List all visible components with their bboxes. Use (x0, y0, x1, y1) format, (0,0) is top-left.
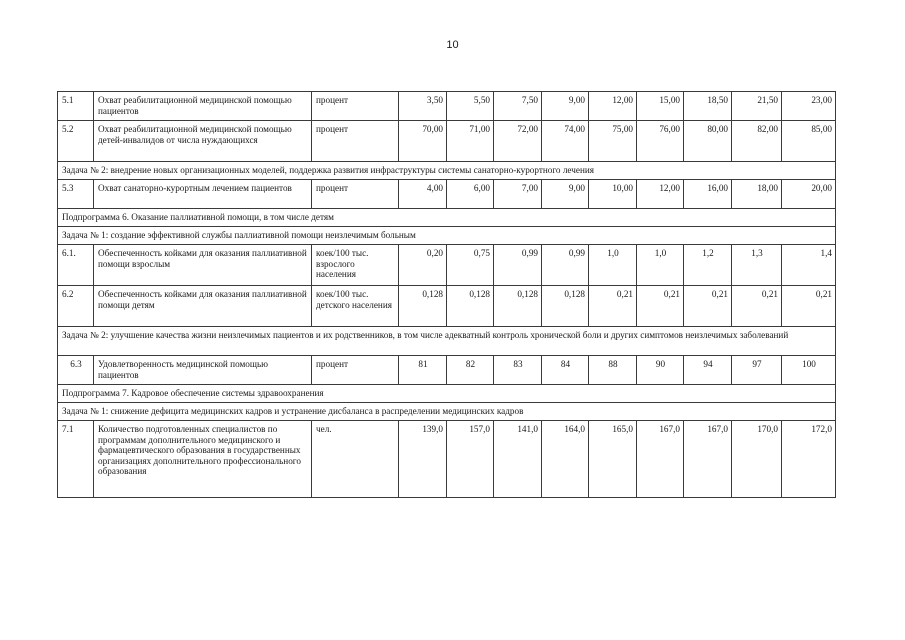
table-row (58, 286, 836, 327)
indicator-value: 139,0 (399, 421, 447, 498)
indicator-value: 0,128 (399, 286, 447, 327)
indicator-code: 5.3 (58, 180, 94, 209)
indicator-name: Обеспеченность койками для оказания паллиативной помощи детям (94, 286, 312, 327)
indicator-value: 172,0 (782, 421, 836, 498)
indicator-value: 165,0 (589, 421, 637, 498)
section-row (58, 162, 836, 180)
indicator-value: 82,00 (732, 121, 782, 162)
indicator-value: 15,00 (637, 92, 684, 121)
indicator-unit: процент (312, 121, 399, 162)
indicator-value: 0,128 (447, 286, 494, 327)
indicator-value: 81 (399, 356, 447, 385)
indicator-unit: коек/100 тыс. детского населения (312, 286, 399, 327)
indicator-value: 10,00 (589, 180, 637, 209)
indicator-value: 85,00 (782, 121, 836, 162)
subprogram-heading: Подпрограмма 7. Кадровое обеспечение системы здравоохранения (58, 385, 836, 403)
section-row (58, 209, 836, 227)
indicator-value: 70,00 (399, 121, 447, 162)
indicator-value: 157,0 (447, 421, 494, 498)
indicator-value: 83 (494, 356, 542, 385)
indicator-value: 74,00 (542, 121, 589, 162)
indicator-code: 5.2 (58, 121, 94, 162)
indicator-value: 0,21 (637, 286, 684, 327)
indicator-value: 72,00 (494, 121, 542, 162)
indicator-value: 0,20 (399, 245, 447, 286)
indicator-value: 0,128 (494, 286, 542, 327)
task-heading: Задача № 1: создание эффективной службы паллиативной помощи неизлечимым больным (58, 227, 836, 245)
indicator-name: Удовлетворенность медицинской помощью пациентов (94, 356, 312, 385)
indicator-unit: процент (312, 356, 399, 385)
indicator-value: 0,21 (782, 286, 836, 327)
table-row (58, 356, 836, 385)
indicator-value: 167,0 (637, 421, 684, 498)
indicator-value: 82 (447, 356, 494, 385)
indicator-code: 7.1 (58, 421, 94, 498)
table-row (58, 121, 836, 162)
indicator-value: 1,4 (782, 245, 836, 286)
indicator-value: 1,3 (732, 245, 782, 286)
indicator-name: Охват санаторно-курортным лечением пациентов (94, 180, 312, 209)
indicator-value: 7,50 (494, 92, 542, 121)
indicator-value: 16,00 (684, 180, 732, 209)
indicator-value: 0,99 (494, 245, 542, 286)
indicator-value: 0,99 (542, 245, 589, 286)
indicator-name: Обеспеченность койками для оказания паллиативной помощи взрослым (94, 245, 312, 286)
indicator-unit: коек/100 тыс. взрослого населения (312, 245, 399, 286)
section-row (58, 327, 836, 356)
indicator-code: 6.3 (58, 356, 94, 385)
indicator-value: 141,0 (494, 421, 542, 498)
indicator-value: 97 (732, 356, 782, 385)
indicator-value: 167,0 (684, 421, 732, 498)
indicators-table (57, 91, 836, 498)
section-row (58, 227, 836, 245)
indicator-value: 76,00 (637, 121, 684, 162)
task-heading: Задача № 2: внедрение новых организационных моделей, поддержка развития инфраструктуры системы санаторно-курортного лечения (58, 162, 836, 180)
indicator-name: Охват реабилитационной медицинской помощью детей-инвалидов от числа нуждающихся (94, 121, 312, 162)
indicator-code: 6.1. (58, 245, 94, 286)
indicator-value: 12,00 (589, 92, 637, 121)
section-row (58, 403, 836, 421)
table-row (58, 180, 836, 209)
subprogram-heading: Подпрограмма 6. Оказание паллиативной помощи, в том числе детям (58, 209, 836, 227)
indicator-value: 75,00 (589, 121, 637, 162)
indicator-value: 1,0 (589, 245, 637, 286)
indicator-value: 90 (637, 356, 684, 385)
indicator-value: 1,0 (637, 245, 684, 286)
indicator-value: 94 (684, 356, 732, 385)
indicator-value: 0,21 (589, 286, 637, 327)
indicator-value: 18,50 (684, 92, 732, 121)
indicator-value: 1,2 (684, 245, 732, 286)
indicator-value: 21,50 (732, 92, 782, 121)
task-heading: Задача № 2: улучшение качества жизни неизлечимых пациентов и их родственников, в том числе адекватный контроль хронической боли и других симптомов неизлечимых заболеваний (58, 327, 836, 356)
table-row (58, 245, 836, 286)
indicator-value: 3,50 (399, 92, 447, 121)
indicator-value: 88 (589, 356, 637, 385)
indicator-name: Количество подготовленных специалистов по программам дополнительного медицинского и фармацевтического образования в государственных организациях дополнительного профессионального образования (94, 421, 312, 498)
indicator-value: 9,00 (542, 92, 589, 121)
indicator-value: 12,00 (637, 180, 684, 209)
indicator-name: Охват реабилитационной медицинской помощью пациентов (94, 92, 312, 121)
indicator-value: 23,00 (782, 92, 836, 121)
indicator-value: 9,00 (542, 180, 589, 209)
indicator-unit: процент (312, 180, 399, 209)
indicator-value: 0,75 (447, 245, 494, 286)
indicator-value: 7,00 (494, 180, 542, 209)
indicator-value: 170,0 (732, 421, 782, 498)
table-row (58, 92, 836, 121)
indicator-value: 0,21 (732, 286, 782, 327)
indicator-code: 5.1 (58, 92, 94, 121)
indicator-value: 71,00 (447, 121, 494, 162)
indicator-value: 0,21 (684, 286, 732, 327)
indicator-unit: чел. (312, 421, 399, 498)
task-heading: Задача № 1: снижение дефицита медицинских кадров и устранение дисбаланса в распределении медицинских кадров (58, 403, 836, 421)
indicator-code: 6.2 (58, 286, 94, 327)
indicator-value: 6,00 (447, 180, 494, 209)
indicator-value: 4,00 (399, 180, 447, 209)
indicator-value: 164,0 (542, 421, 589, 498)
indicator-value: 84 (542, 356, 589, 385)
page-number: 10 (446, 39, 459, 51)
section-row (58, 385, 836, 403)
indicator-value: 80,00 (684, 121, 732, 162)
indicator-value: 0,128 (542, 286, 589, 327)
indicator-value: 100 (782, 356, 836, 385)
indicator-value: 18,00 (732, 180, 782, 209)
table-row (58, 421, 836, 498)
indicator-unit: процент (312, 92, 399, 121)
indicator-value: 20,00 (782, 180, 836, 209)
indicator-value: 5,50 (447, 92, 494, 121)
